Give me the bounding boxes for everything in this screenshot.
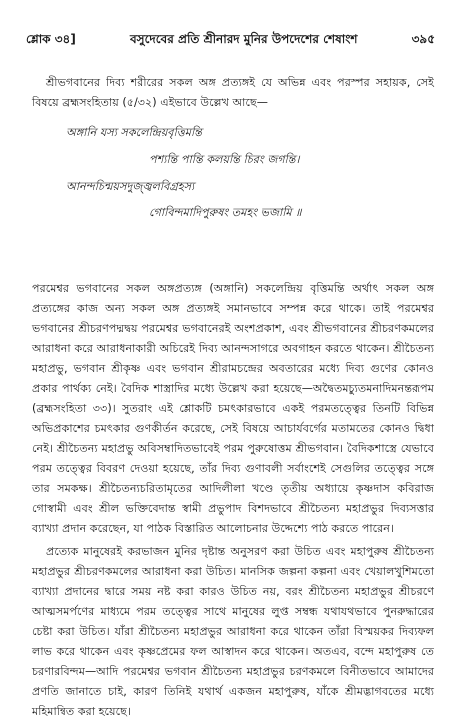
page-number: ৩৯৫: [411, 32, 435, 46]
verse-line: পশ্যন্তি পান্তি কলয়ন্তি চিরং জগন্তি।: [149, 153, 300, 166]
closing-paragraph: প্রত্যেক মানুষেরই করভাজন মুনির দৃষ্টান্ত অনুসরণ করা উচিত এবং মহাপুরুষ শ্রীচৈতন্য মহাপ্রভুর শ্রীচরণকমলের আরাধনা করা উচিত। মানসিক জল্পনা কল্পনা এবং খেয়ালখুশিমতো ব্যাখ্যা প্রদানের দ্বারে সময় নষ্ট করা কারও উচিত নয়, বরং শ্রীচৈতন্য মহাপ্রভুর শ্রীচরণে আত্মসমর্পণের মাধ্যমে পরম তত্ত্বের সাথে মানুষের লুপ্ত সম্বন্ধ যথাযথভাবে পুনরুদ্ধারের চেষ্টা করা উচিত। যাঁরা শ্রীচৈতন্য মহাপ্রভুর আরাধনা করে থাকেন তাঁরা বিস্ময়কর দিব্যফল লাভ করে থাকেন এবং কৃষ্ণপ্রেমের ফল আস্বাদন করে থাকেন। অতএব, বন্দে মহাপুরুষ তে চরণারবিন্দম—আদি পরমেশ্বর ভগবান শ্রীচৈতন্য মহাপ্রভুর চরণকমলে বিনীতভাবে আমাদের প্রণতি জানাতে চাই, কারণ তিনিই যথার্থ একজন মহাপুরুষ, যাঁকে শ্রীমদ্ভাগবতের মধ্যে মহিমান্বিত করা হয়েছে।: [32, 545, 434, 718]
verse-line: গোবিন্দমাদিপুরুষং তমহং ভজামি ॥: [149, 206, 302, 219]
verse-reference: শ্লোক ৩৪]: [26, 32, 76, 46]
chapter-title: বসুদেবের প্রতি শ্রীনারদ মুনির উপদেশের শেষাংশ: [129, 32, 358, 46]
verse-line: অঙ্গানি যস্য সকলেন্দ্রিয়বৃত্তিমন্তি: [66, 126, 202, 139]
verse-line: আনন্দচিন্ময়সদুজ্জ্বলবিগ্রহস্য: [66, 180, 195, 193]
intro-paragraph: শ্রীভগবানের দিব্য শরীরের সকল অঙ্গ প্রত্যঙ্গই যে অভিন্ন এবং পরস্পর সহায়ক, সেই বিষয়ে ব্রহ্মসংহিতায় (৫/৩২) এইভাবে উল্লেখ আছে—: [32, 76, 434, 109]
running-head: [26, 31, 435, 51]
purport-paragraph: পরমেশ্বর ভগবানের সকল অঙ্গপ্রত্যঙ্গ (অঙ্গানি) সকলেন্দ্রিয় বৃত্তিমন্তি অর্থাৎ সকল অঙ্গ প্রত্যঙ্গের কাজ অন্য সকল অঙ্গ প্রত্যঙ্গই সমানভাবে সম্পন্ন করে থাকে। তাই পরমেশ্বর ভগবানের শ্রীচরণপদ্মদ্বয় পরমেশ্বর ভগবানেরই অংশপ্রকাশ, এবং শ্রীভগবানের শ্রীচরণকমলের আরাধনা করে আরাধনাকারী অচিরেই দিব্য আনন্দসাগরে অবগাহন করতে থাকেন। শ্রীচৈতন্য মহাপ্রভু, ভগবান শ্রীকৃষ্ণ এবং ভগবান শ্রীরামচন্দ্রের অবতারের মধ্যে দিব্য গুণের কোনও প্রকার পার্থক্য নেই। বৈদিক শাস্ত্রাদির মধ্যে উল্লেখ করা হয়েছে—অদ্বৈতমচ্যুতমনাদিমনন্তরূপম (ব্রহ্মসংহিতা ৩৩)। সুতরাং এই শ্লোকটি চমৎকারভাবে একই পরমতত্ত্বের তিনটি বিভিন্ন অভিপ্রকাশের চমৎকার গুণকীর্তন করেছে, সেই বিষয়ে আচার্যবর্গের মতামতের কোনও দ্বিধা নেই। শ্রীচৈতন্য মহাপ্রভু অবিসম্বাদিতভাবেই পরম পুরুষোত্তম শ্রীভগবান। বৈদিকশাস্ত্রে যেভাবে পরম তত্ত্বের বিবরণ দেওয়া হয়েছে, তাঁর দিব্য গুণাবলী সর্বাংশেই সেগুলির তত্ত্বের সঙ্গে তার সমকক্ষ। শ্রীচৈতন্যচরিতামৃতের আদিলীলা খণ্ডে তৃতীয় অধ্যায়ে কৃষ্ণদাস কবিরাজ গোস্বামী এবং শ্রীল ভক্তিবেদান্ত স্বামী প্রভুপাদ বিশদভাবে শ্রীচৈতন্য মহাপ্রভুর দিব্যসত্তার ব্যাখ্যা প্রদান করেছেন, যা পাঠক বিস্তারিত আলোচনার উদ্দেশ্যে পাঠ করতে পারেন।: [32, 282, 434, 535]
